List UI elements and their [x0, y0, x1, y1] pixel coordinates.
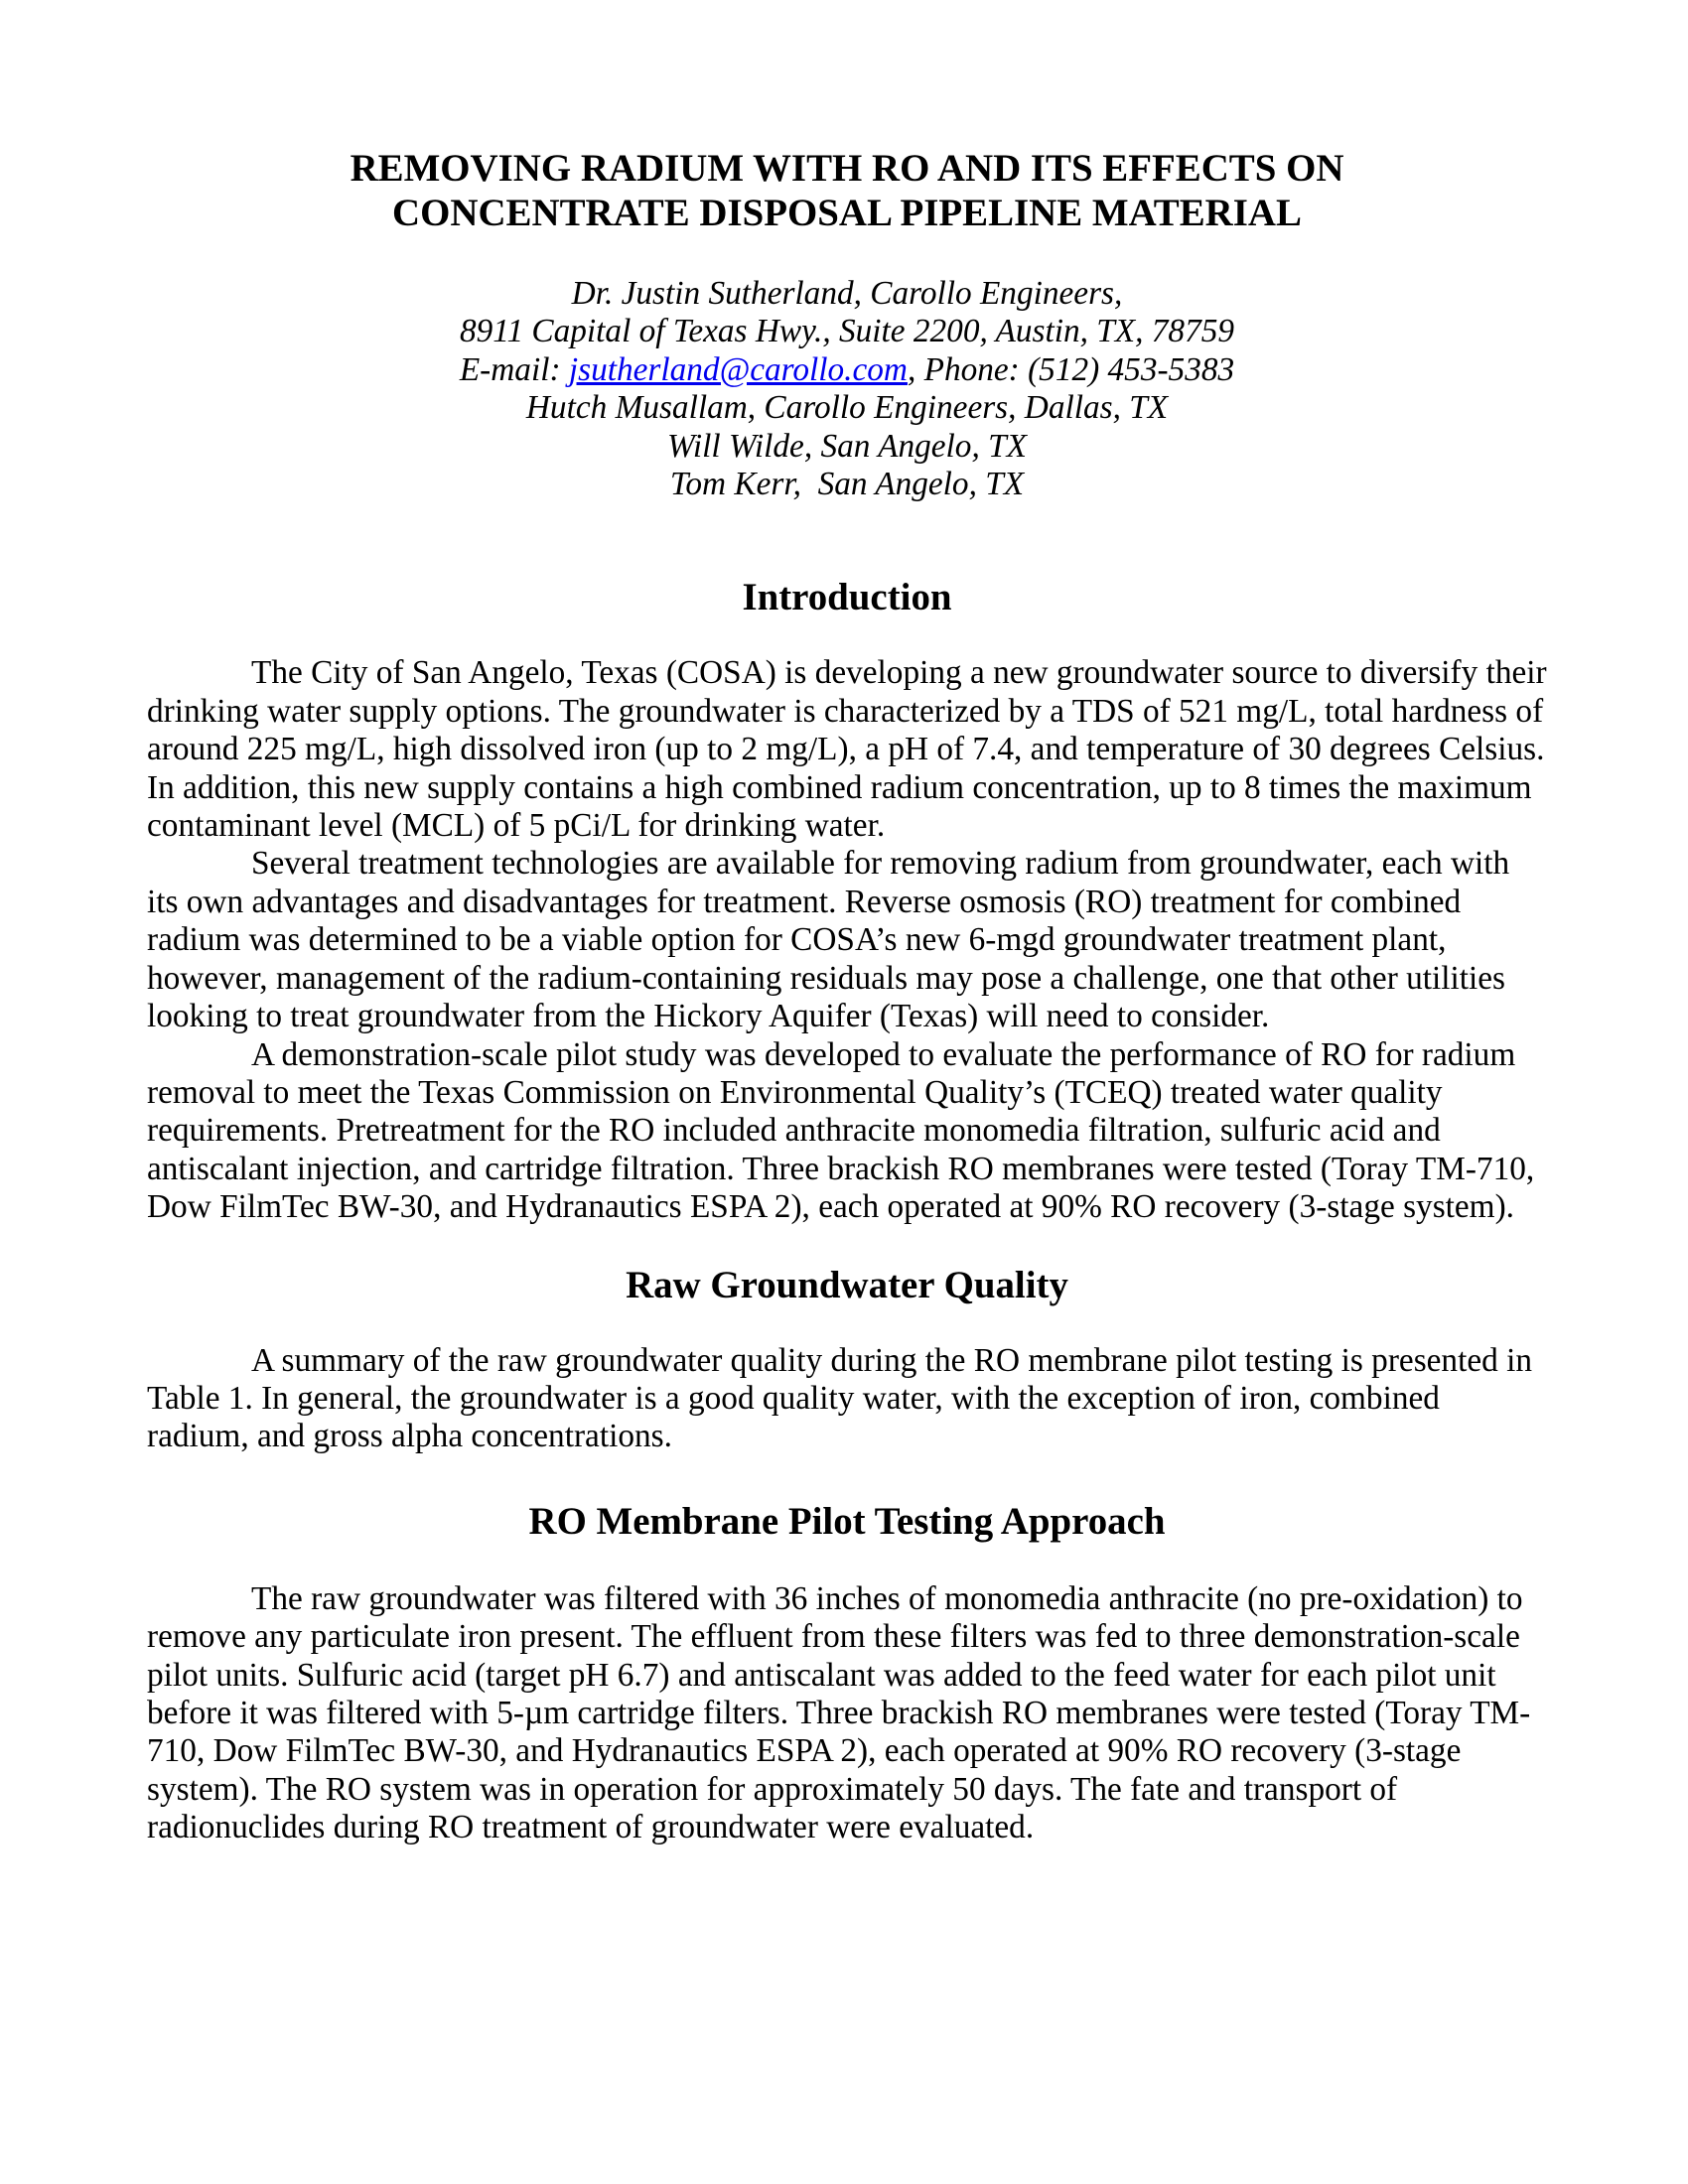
- email-label: E-mail:: [459, 350, 569, 388]
- paragraph-intro-3: A demonstration-scale pilot study was developed to evaluate the performance of RO for radium removal to meet the Texas Commission on Environmental Quality’s (TCEQ) treated water quality requirements. Pretreatment for the RO included anthracite monomedia filtration, sulfuric acid and antiscalant injection, and cartridge filtration. Three brackish RO membranes were tested (Toray TM-710, Dow FilmTec BW-30, and Hydranautics ESPA 2), each operated at 90% RO recovery (3-stage system).: [147, 1035, 1535, 1226]
- section-heading-introduction: Introduction: [742, 576, 952, 619]
- phone-text: , Phone: (512) 453-5383: [907, 350, 1235, 388]
- author-line-kerr: Tom Kerr, San Angelo, TX: [669, 466, 1025, 503]
- section-heading-raw-groundwater-quality: Raw Groundwater Quality: [626, 1263, 1068, 1306]
- email-link[interactable]: jsutherland@carollo.com: [568, 350, 908, 388]
- author-line-musallam: Hutch Musallam, Carollo Engineers, Dallas, TX: [525, 389, 1169, 427]
- paper-title: [147, 0, 1547, 235]
- paragraph-raw-groundwater: A summary of the raw groundwater quality during the RO membrane pilot testing is presented in Table 1. In general, the groundwater is a good quality water, with the exception of iron, combined radium, and gross alpha concentrations.: [147, 1341, 1532, 1455]
- page-content: [147, 0, 1547, 1847]
- author-contact-line: [147, 351, 1547, 389]
- author-line-wilde: Will Wilde, San Angelo, TX: [667, 427, 1027, 465]
- paper-title-line1: REMOVING RADIUM WITH RO AND ITS EFFECTS ON: [350, 147, 1344, 190]
- author-line-primary: Dr. Justin Sutherland, Carollo Engineers,: [571, 275, 1123, 312]
- paragraph-intro-2: Several treatment technologies are available for removing radium from groundwater, each with its own advantages and disadvantages for treatment. Reverse osmosis (RO) treatment for combined radium was determined to be a viable option for COSA’s new 6-mgd groundwater treatment plant, however, management of the radium-containing residuals may pose a challenge, one that other utilities looking to treat groundwater from the Hickory Aquifer (Texas) will need to consider.: [147, 845, 1510, 1035]
- paragraph-intro-1: The City of San Angelo, Texas (COSA) is developing a new groundwater source to diversify their drinking water supply options. The groundwater is characterized by a TDS of 521 mg/L, total hardness of around 225 mg/L, high dissolved iron (up to 2 mg/L), a pH of 7.4, and temperature of 30 degrees Celsius. In addition, this new supply contains a high combined radium concentration, up to 8 times the maximum contaminant level (MCL) of 5 pCi/L for drinking water.: [147, 654, 1547, 845]
- paragraph-pilot-testing: The raw groundwater was filtered with 36 inches of monomedia anthracite (no pre-oxidation) to remove any particulate iron present. The effluent from these filters was fed to three demonstration-scale pilot units. Sulfuric acid (target pH 6.7) and antiscalant was added to the feed water for each pilot unit before it was filtered with 5-µm cartridge filters. Three brackish RO membranes were tested (Toray TM-710, Dow FilmTec BW-30, and Hydranautics ESPA 2), each operated at 90% RO recovery (3-stage system). The RO system was in operation for approximately 50 days. The fate and transport of radionuclides during RO treatment of groundwater were evaluated.: [147, 1579, 1531, 1846]
- paper-title-line2: CONCENTRATE DISPOSAL PIPELINE MATERIAL: [392, 192, 1302, 234]
- author-block: [147, 275, 1547, 503]
- section-heading-ro-membrane-pilot-testing-approach: RO Membrane Pilot Testing Approach: [528, 1499, 1166, 1543]
- author-address-line: 8911 Capital of Texas Hwy., Suite 2200, Austin, TX, 78759: [459, 313, 1235, 350]
